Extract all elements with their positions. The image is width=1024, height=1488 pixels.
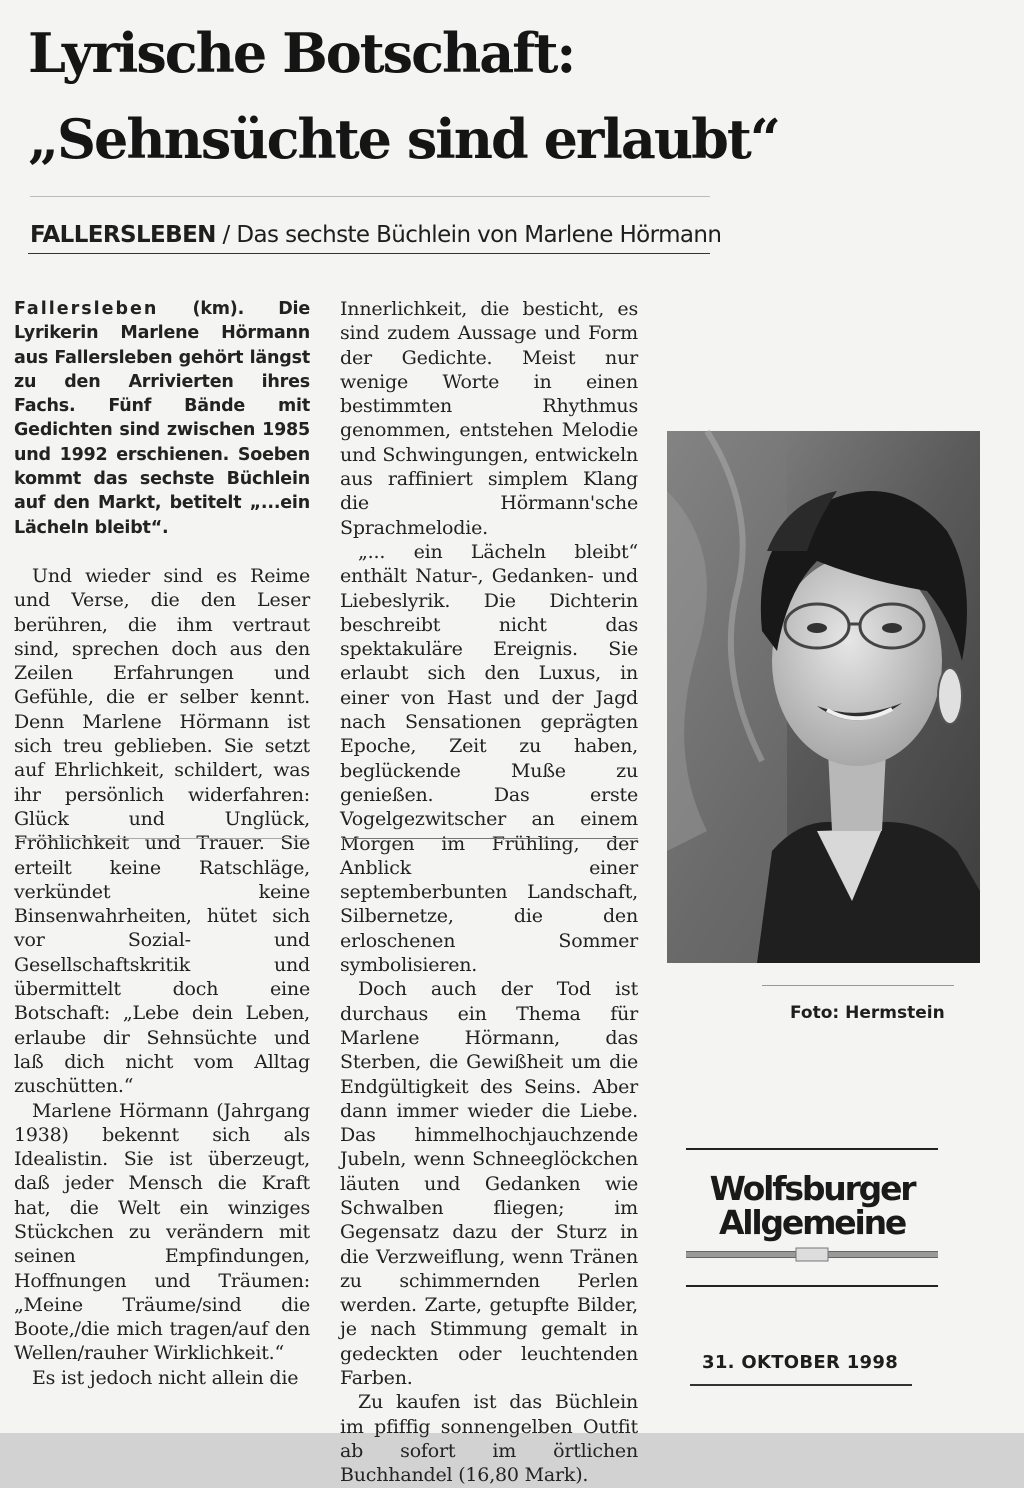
article-paragraph: Marlene Hörmann (Jahrgang 1938) bekennt sich als Idealistin. Sie ist überzeugt, daß jeder Mensch die Kraft hat, die Welt ein winziges Stückchen zu verändern mit seinen Empfindungen, Hoffnungen und Träumen: „Meine Träume/sind die Boote,/die mich tragen/auf den Wellen/rauher Wirklichkeit.“	[14, 1099, 310, 1365]
paragraph-gap	[14, 540, 310, 564]
article-column-2	[340, 297, 638, 1488]
subheadline	[30, 222, 720, 248]
subheadline-text: / Das sechste Büchlein von Marlene Hörmann	[215, 222, 722, 248]
portrait-illustration	[667, 431, 980, 963]
article-paragraph: Doch auch der Tod ist durchaus ein Thema für Marlene Hörmann, das Sterben, die Gewißheit um die Endgültigkeit des Seins. Aber dann immer wieder die Liebe. Das himmelhochjauchzende Jubeln, wenn Schneeglöckchen läuten und Gedanken wie Schwalben fliegen; im Gegensatz dazu der Sturz in die Verzweiflung, wenn Tränen zu schimmernden Perlen werden. Zarte, getupfte Bilder, je nach Stimmung gemalt in gedeckten oder leuchtenden Farben.	[340, 978, 638, 1390]
date-rule	[690, 1384, 912, 1386]
masthead-line-2: Allgemeine	[718, 1203, 906, 1242]
publication-date: 31. OKTOBER 1998	[702, 1352, 899, 1373]
article-paragraph: Es ist jedoch nicht allein die	[32, 1366, 299, 1389]
masthead-bottom-rule	[686, 1285, 938, 1287]
column-rule	[342, 838, 638, 839]
subheadline-place: FALLERSLEBEN	[30, 222, 216, 248]
photo-rule	[762, 985, 954, 986]
dateline: Fallersleben	[14, 299, 159, 319]
headline-line-1: Lyrische Botschaft:	[28, 21, 575, 85]
newspaper-masthead	[686, 1150, 938, 1266]
lead-text: (km). Die Lyrikerin Marlene Hörmann aus Fallersleben gehört längst zu den Arrivierten ihres Fachs. Fünf Bände mit Gedichten sind zwischen 1985 und 1992 erschienen. Soeben kommt das sechste Büchlein auf den Markt, betitelt „...ein Lächeln bleibt“.	[14, 299, 310, 538]
photo-credit: Foto: Hermstein	[790, 1003, 945, 1023]
subheadline-rule	[28, 253, 710, 254]
headline-line-2: „Sehnsüchte sind erlaubt“	[28, 107, 779, 171]
article-paragraph: Zu kaufen ist das Büchlein im pfiffig sonnengelben Outfit ab sofort im örtlichen Buchhandel (16,80 Mark).	[340, 1391, 638, 1487]
article-lead	[14, 297, 310, 540]
headline-rule	[30, 196, 710, 197]
masthead-logo-band	[686, 1244, 938, 1266]
article-paragraph: „... ein Lächeln bleibt“ enthält Natur-, Gedanken- und Liebeslyrik. Die Dichterin beschreibt nicht das spektakuläre Ereignis. Sie erlaubt sich den Luxus, in einer von Hast und der Jagd nach Sensationen geprägten Epoche, Zeit zu haben, beglückende Muße zu genießen. Das erste Vogelgezwitscher an einem Morgen im Frühling, der Anblick einer septemberbunten Landschaft, Silbernetze, die den erloschenen Sommer symbolisieren.	[340, 540, 638, 977]
masthead-line-1: Wolfsburger	[709, 1169, 915, 1208]
column-rule	[16, 838, 308, 839]
article-paragraph: Innerlichkeit, die besticht, es sind zudem Aussage und Form der Gedichte. Meist nur wenige Worte in einen bestimmten Rhythmus genommen, entstehen Melodie und Schwingungen, entwickeln aus raffiniert simplem Klang die Hörmann'sche Sprachmelodie.	[340, 298, 638, 539]
article-column-1	[14, 297, 310, 1390]
article-paragraph: Und wieder sind es Reime und Verse, die den Leser berühren, die ihm vertraut sind, sprechen doch aus den Zeilen Erfahrungen und Gefühle, die er selber kennt. Denn Marlene Hörmann ist sich treu geblieben. Sie setzt auf Ehrlichkeit, schildert, was ihr persönlich widerfahren: Glück und Unglück, Fröhlichkeit und Trauer. Sie erteilt keine Ratschläge, verkündet keine Binsenwahrheiten, hütet sich vor Sozial- und Gesellschaftskritik und übermittelt doch eine Botschaft: „Lebe dein Leben, erlaube dir Sehnsüchte und laß dich nicht vom Alltag zuschütten.“	[14, 564, 310, 1098]
portrait-photo	[667, 431, 980, 963]
